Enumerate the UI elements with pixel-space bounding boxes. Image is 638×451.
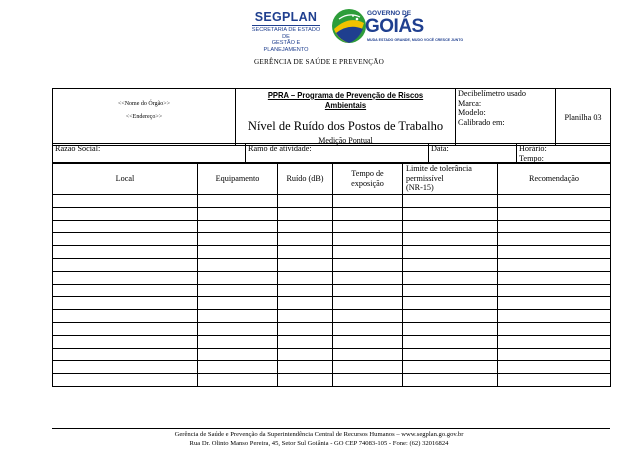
table-cell[interactable] xyxy=(53,284,198,297)
table-cell[interactable] xyxy=(498,271,611,284)
table-cell[interactable] xyxy=(198,348,278,361)
ramo-atividade-label: Ramo de atividade: xyxy=(248,144,312,153)
table-cell[interactable] xyxy=(53,335,198,348)
razao-social-label: Razão Social: xyxy=(55,144,101,153)
table-cell[interactable] xyxy=(198,310,278,323)
horario-field[interactable] xyxy=(517,144,611,164)
goias-logo-name: GOIÁS xyxy=(365,16,424,37)
table-cell[interactable] xyxy=(403,271,498,284)
table-cell[interactable] xyxy=(198,297,278,310)
table-cell[interactable] xyxy=(53,348,198,361)
table-row xyxy=(53,284,611,297)
table-cell[interactable] xyxy=(333,348,403,361)
table-row xyxy=(53,220,611,233)
footer xyxy=(0,431,638,448)
table-cell[interactable] xyxy=(278,310,333,323)
limite-line2: permissível xyxy=(406,173,444,183)
footer-divider xyxy=(52,428,610,429)
table-row xyxy=(53,233,611,246)
table-cell[interactable] xyxy=(403,207,498,220)
table-cell[interactable] xyxy=(198,207,278,220)
table-cell[interactable] xyxy=(403,220,498,233)
table-cell[interactable] xyxy=(498,335,611,348)
table-cell[interactable] xyxy=(403,348,498,361)
table-row xyxy=(53,297,611,310)
table-cell[interactable] xyxy=(198,361,278,374)
gerencia-heading: GERÊNCIA DE SAÚDE E PREVENÇÃO xyxy=(254,58,384,66)
table-cell[interactable] xyxy=(403,195,498,208)
table-cell[interactable] xyxy=(333,246,403,259)
table-cell[interactable] xyxy=(498,348,611,361)
column-header-recomendacao: Recomendação xyxy=(498,163,611,195)
table-cell[interactable] xyxy=(198,284,278,297)
table-cell[interactable] xyxy=(403,335,498,348)
table-cell[interactable] xyxy=(278,361,333,374)
column-header-ruido: Ruído (dB) xyxy=(278,163,333,195)
planilha-label: Planilha 03 xyxy=(556,89,611,146)
table-cell[interactable] xyxy=(278,271,333,284)
table-cell[interactable] xyxy=(53,195,198,208)
table-cell[interactable] xyxy=(333,361,403,374)
table-cell[interactable] xyxy=(333,374,403,387)
segplan-logo-rule xyxy=(252,25,320,26)
noise-measurement-table xyxy=(52,162,611,387)
table-cell[interactable] xyxy=(53,207,198,220)
goias-logo-slogan: MUDA ESTADO GRANDE, MUDO VOCÊ CRESCE JUNTO xyxy=(367,38,464,42)
decibelimetro-modelo[interactable]: Modelo: xyxy=(458,108,486,118)
horario-label: Horário: xyxy=(519,144,547,153)
table-cell[interactable] xyxy=(278,335,333,348)
document-title: Nível de Ruído dos Postos de Trabalho xyxy=(247,119,444,133)
limite-line1: Limite de tolerância xyxy=(406,164,472,173)
table-cell[interactable] xyxy=(278,348,333,361)
table-cell[interactable] xyxy=(198,374,278,387)
table-cell[interactable] xyxy=(333,335,403,348)
table-cell[interactable] xyxy=(333,220,403,233)
table-cell[interactable] xyxy=(498,233,611,246)
table-row xyxy=(53,310,611,323)
table-cell[interactable] xyxy=(278,374,333,387)
tempo-label: Tempo: xyxy=(519,153,544,163)
table-cell[interactable] xyxy=(278,258,333,271)
table-row xyxy=(53,335,611,348)
table-cell[interactable] xyxy=(403,297,498,310)
table-cell[interactable] xyxy=(498,195,611,208)
table-cell[interactable] xyxy=(333,284,403,297)
razao-social-field[interactable] xyxy=(53,144,246,164)
footer-line1: Gerência de Saúde e Prevenção da Superintendência Central de Recursos Humanos – www.segplan.go.gov.br xyxy=(174,431,464,438)
decibelimetro-calibrado[interactable]: Calibrado em: xyxy=(458,118,505,128)
table-cell[interactable] xyxy=(53,310,198,323)
table-cell[interactable] xyxy=(53,258,198,271)
tempo-exposicao-line2: exposição xyxy=(351,178,384,188)
table-cell[interactable] xyxy=(333,310,403,323)
table-cell[interactable] xyxy=(498,297,611,310)
table-cell[interactable] xyxy=(333,233,403,246)
table-cell[interactable] xyxy=(498,361,611,374)
table-cell[interactable] xyxy=(278,207,333,220)
table-cell[interactable] xyxy=(498,322,611,335)
table-cell[interactable] xyxy=(403,233,498,246)
table-cell[interactable] xyxy=(333,322,403,335)
table-cell[interactable] xyxy=(403,310,498,323)
table-cell[interactable] xyxy=(53,361,198,374)
table-cell[interactable] xyxy=(333,297,403,310)
table-cell[interactable] xyxy=(403,258,498,271)
data-label: Data: xyxy=(431,144,449,153)
table-cell[interactable] xyxy=(198,220,278,233)
data-field[interactable] xyxy=(429,144,517,164)
table-cell[interactable] xyxy=(498,374,611,387)
table-row xyxy=(53,207,611,220)
org-address: <<Endereço>> xyxy=(125,114,163,120)
table-cell[interactable] xyxy=(53,220,198,233)
table-cell[interactable] xyxy=(278,220,333,233)
table-cell[interactable] xyxy=(498,258,611,271)
table-cell[interactable] xyxy=(403,374,498,387)
table-cell[interactable] xyxy=(53,233,198,246)
table-cell[interactable] xyxy=(198,195,278,208)
table-cell[interactable] xyxy=(403,322,498,335)
column-header-tempo-exposicao xyxy=(333,163,403,195)
table-cell[interactable] xyxy=(278,297,333,310)
table-cell[interactable] xyxy=(198,258,278,271)
table-cell[interactable] xyxy=(198,233,278,246)
table-cell[interactable] xyxy=(198,335,278,348)
footer-line2: Rua Dr. Olinto Manso Pereira, 45, Setor Sul Goiânia - GO CEP 74083-105 - Fone: (62) 32016824 xyxy=(189,439,449,447)
table-row xyxy=(53,246,611,259)
segplan-logo-line2: GESTÃO E PLANEJAMENTO xyxy=(263,40,309,53)
table-cell[interactable] xyxy=(498,246,611,259)
table-cell[interactable] xyxy=(333,271,403,284)
title-cell xyxy=(236,89,456,146)
goias-logo-pre: GOVERNO DE xyxy=(367,10,412,17)
table-cell[interactable] xyxy=(498,207,611,220)
goias-logo xyxy=(330,7,464,45)
column-header-local: Local xyxy=(53,163,198,195)
table-row xyxy=(53,258,611,271)
table-cell[interactable] xyxy=(198,246,278,259)
table-cell[interactable] xyxy=(278,284,333,297)
table-cell[interactable] xyxy=(333,258,403,271)
table-cell[interactable] xyxy=(403,284,498,297)
table-cell[interactable] xyxy=(498,310,611,323)
table-cell[interactable] xyxy=(403,361,498,374)
column-header-equipamento: Equipamento xyxy=(198,163,278,195)
meta-table xyxy=(52,143,611,164)
table-cell[interactable] xyxy=(53,322,198,335)
table-cell[interactable] xyxy=(53,297,198,310)
table-cell[interactable] xyxy=(278,246,333,259)
segplan-logo-title: SEGPLAN xyxy=(254,10,318,24)
table-cell[interactable] xyxy=(278,195,333,208)
table-cell[interactable] xyxy=(198,271,278,284)
table-cell[interactable] xyxy=(498,220,611,233)
table-row xyxy=(53,348,611,361)
ramo-atividade-field[interactable] xyxy=(246,144,429,164)
segplan-logo xyxy=(250,10,322,53)
ppra-title: PPRA – Programa de Prevenção de Riscos Ambientais xyxy=(267,90,424,110)
table-cell[interactable] xyxy=(403,246,498,259)
goias-globe-icon xyxy=(330,7,368,45)
table-row xyxy=(53,322,611,335)
decibelimetro-marca[interactable]: Marca: xyxy=(458,98,482,108)
table-cell[interactable] xyxy=(198,322,278,335)
decibelimetro-label: Decibelímetro usado xyxy=(458,89,526,98)
tempo-exposicao-line1: Tempo de xyxy=(351,169,384,178)
table-row xyxy=(53,195,611,208)
decibelimetro-cell xyxy=(456,89,556,146)
table-cell[interactable] xyxy=(498,284,611,297)
table-body xyxy=(53,195,611,387)
table-cell[interactable] xyxy=(333,195,403,208)
document-subtitle: Medição Pontual xyxy=(318,136,373,145)
table-cell[interactable] xyxy=(278,233,333,246)
limite-line3: (NR-15) xyxy=(406,183,434,192)
table-cell[interactable] xyxy=(53,246,198,259)
table-row xyxy=(53,271,611,284)
table-cell[interactable] xyxy=(278,322,333,335)
table-cell[interactable] xyxy=(53,374,198,387)
segplan-logo-line1: SECRETARIA DE ESTADO DE xyxy=(251,27,321,40)
org-name: <<Nome do Órgão>> xyxy=(117,101,171,107)
column-header-limite-tolerancia xyxy=(403,163,498,195)
org-cell xyxy=(53,89,236,146)
table-cell[interactable] xyxy=(53,271,198,284)
table-row xyxy=(53,361,611,374)
info-table xyxy=(52,88,611,146)
table-cell[interactable] xyxy=(333,207,403,220)
table-row xyxy=(53,374,611,387)
